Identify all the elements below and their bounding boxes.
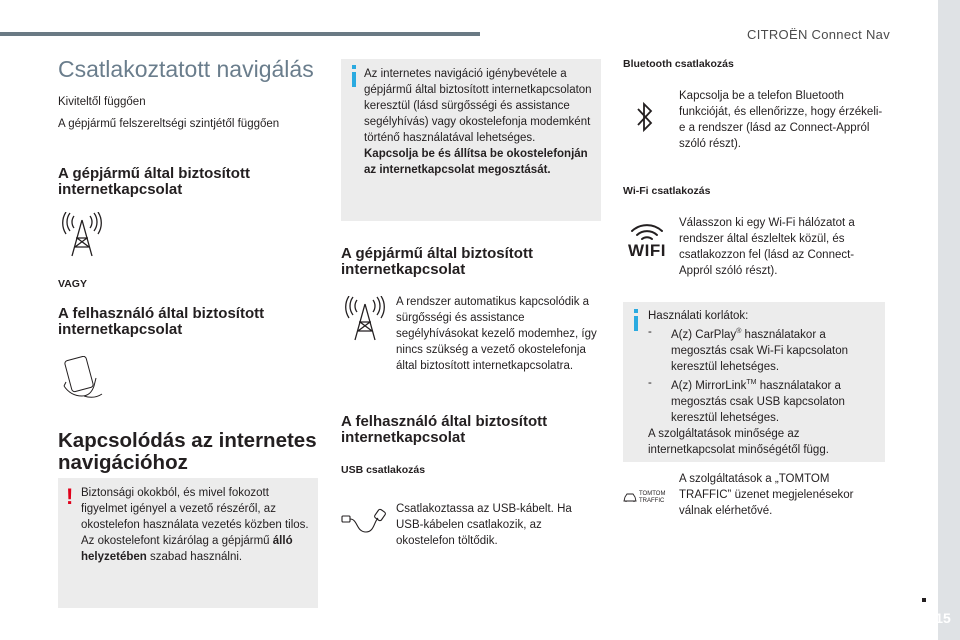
info-icon-dot <box>352 65 356 69</box>
usb-text: Csatlakoztassa az USB-kábelt. Ha USB-kábelen csatlakozik, az okostelefon töltődik. <box>396 503 572 547</box>
info-box <box>341 59 601 221</box>
internet-navigation-heading: Kapcsolódás az internetes navigációhoz <box>58 429 317 474</box>
car-icon <box>623 493 637 503</box>
version-note: Kiviteltől függően <box>58 96 146 108</box>
bluetooth-label: Bluetooth csatlakozás <box>623 58 734 70</box>
info-icon <box>634 316 638 331</box>
safety-warning-box <box>58 478 318 608</box>
or-label: VAGY <box>58 278 87 290</box>
vehicle-connection-heading: A gépjármű által biztosított internetkapcsolat <box>58 165 250 198</box>
info-icon <box>352 72 356 87</box>
usb-label: USB csatlakozás <box>341 464 426 476</box>
antenna-icon <box>343 296 387 342</box>
bluetooth-text: Kapcsolja be a telefon Bluetooth funkcióját, és ellenőrizze, hogy érzékeli-e a rendszer (lásd az Connect-Appról szóló részt). <box>679 90 883 150</box>
bluetooth-icon <box>634 100 656 134</box>
list-item: - A(z) MirrorLink™ használatakor a megosztás csak USB kapcsolaton keresztül lehetséges. <box>648 376 845 424</box>
info-icon-dot <box>634 309 638 313</box>
antenna-icon <box>60 212 104 258</box>
wifi-icon: WIFI <box>625 223 669 263</box>
wifi-label: Wi-Fi csatlakozás <box>623 185 711 197</box>
user-connection-heading-2: A felhasználó által biztosított internetkapcsolat <box>341 413 548 446</box>
wifi-signal-icon <box>629 223 665 241</box>
tomtom-text: A szolgáltatások a „TOMTOM TRAFFIC” üzenet megjelenésekor válnak elérhetővé. <box>679 473 854 517</box>
header-rule <box>0 32 480 36</box>
usb-cable-icon <box>340 508 386 536</box>
trim-note: A gépjármű felszereltségi szintjétől függően <box>58 118 280 130</box>
usage-limits-list <box>648 324 880 426</box>
brand-title: CITROËN Connect Nav <box>747 27 890 42</box>
smartphone-hand-icon <box>60 356 108 400</box>
page-edge-tab <box>938 0 960 640</box>
page-number: 15 <box>935 610 951 626</box>
continuation-dot <box>922 598 926 602</box>
page-title: Csatlakoztatott navigálás <box>58 56 314 82</box>
tomtom-traffic-icon: TOMTOM TRAFFIC <box>623 489 673 509</box>
usage-limits-box <box>623 302 885 462</box>
wifi-text: Válasszon ki egy Wi-Fi hálózatot a rendszer által észleltek közül, és csatlakozzon fel (lásd az Connect-Appról szóló részt). <box>679 217 855 277</box>
vehicle-connection-text: A rendszer automatikus kapcsolódik a sürgősségi és assistance segélyhívásokat kezelő modemhez, így nincs szükség a vezető okostelefonja által biztosított internetkapcsolatra. <box>396 296 597 372</box>
warning-text: Biztonsági okokból, és mivel fokozott figyelmet igényel a vezető részéről, az okostelefon használata vezetés közben tilos. Az okostelefont kizárólag a gépjármű álló helyzetében szabad használni. <box>81 487 309 563</box>
info-text: Az internetes navigáció igénybevétele a gépjármű által biztosított internetkapcsolaton keresztül (lásd sürgősségi és assistance segélyhívás) vagy okostelefonja modemként történő használatával lehetséges. Kapcsolja be és állítsa be okostelefonján az internetkapcsolat megosztását. <box>364 68 592 176</box>
warning-icon: ! <box>66 484 74 509</box>
user-connection-heading: A felhasználó által biztosított internetkapcsolat <box>58 305 265 338</box>
list-item: - A(z) CarPlay® használatakor a megosztás csak Wi-Fi kapcsolaton keresztül lehetséges. <box>648 326 849 373</box>
usage-limits-text: Használati korlátok: - A(z) CarPlay® használatakor a megosztás csak Wi-Fi kapcsolaton keresztül lehetséges. - A(z) MirrorLink™ használatakor a megosztás csak USB kapcsolaton keresztül lehetséges. A szolgáltatások minősége az internetkapcsolat minőségétől függ. <box>648 308 880 458</box>
vehicle-connection-heading-2: A gépjármű által biztosított internetkapcsolat <box>341 245 533 278</box>
